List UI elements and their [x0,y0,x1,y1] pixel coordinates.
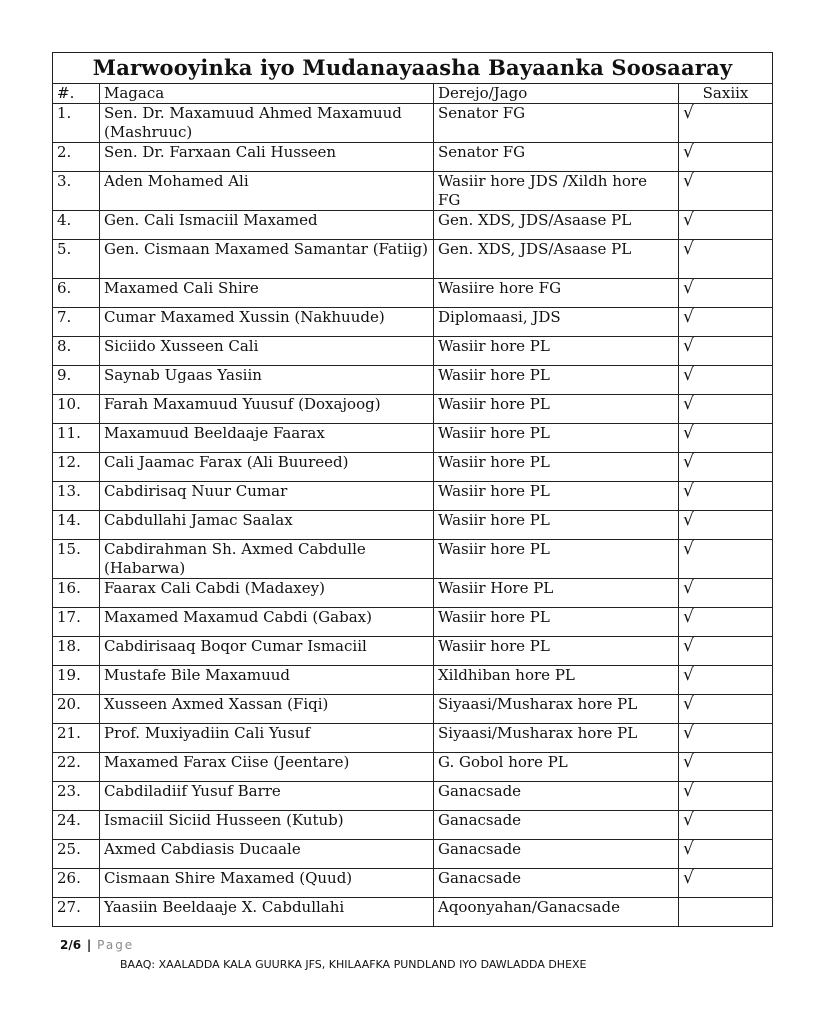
row-number: 24. [53,811,100,840]
check-mark-icon: √ [683,607,694,627]
check-mark-icon: √ [683,810,694,830]
row-name: Cabdirisaaq Boqor Cumar Ismaciil [100,637,434,666]
row-signature [679,724,773,753]
row-signature [679,337,773,366]
row-role: Wasiir hore PL [434,540,679,579]
table-row [53,172,773,211]
row-number: 11. [53,424,100,453]
row-signature [679,869,773,898]
row-name: Gen. Cismaan Maxamed Samantar (Fatiig) [100,240,434,279]
table-row [53,453,773,482]
row-signature [679,308,773,337]
row-number: 1. [53,104,100,143]
row-role: Siyaasi/Musharax hore PL [434,695,679,724]
row-role: Ganacsade [434,840,679,869]
row-number: 17. [53,608,100,637]
check-mark-icon: √ [683,839,694,859]
page-separator: | [86,938,92,952]
table-row [53,782,773,811]
row-role: Wasiir hore PL [434,482,679,511]
table-row [53,511,773,540]
row-number: 23. [53,782,100,811]
row-role: Wasiir Hore PL [434,579,679,608]
row-role: Ganacsade [434,869,679,898]
table-title: Marwooyinka iyo Mudanayaasha Bayaanka Soosaaray [53,53,773,84]
check-mark-icon: √ [683,307,694,327]
check-mark-icon: √ [683,278,694,298]
row-number: 18. [53,637,100,666]
row-signature [679,143,773,172]
row-number: 13. [53,482,100,511]
row-number: 27. [53,898,100,927]
row-name: Cali Jaamac Farax (Ali Buureed) [100,453,434,482]
row-signature [679,579,773,608]
table-row [53,753,773,782]
row-name: Prof. Muxiyadiin Cali Yusuf [100,724,434,753]
row-name: Yaasiin Beeldaaje X. Cabdullahi [100,898,434,927]
table-row [53,869,773,898]
header-signature: Saxiix [679,84,773,104]
check-mark-icon: √ [683,694,694,714]
row-name: Sen. Dr. Farxaan Cali Husseen [100,143,434,172]
table-row [53,482,773,511]
check-mark-icon: √ [683,452,694,472]
check-mark-icon: √ [683,539,694,559]
row-role: Wasiir hore PL [434,424,679,453]
table-row [53,366,773,395]
row-name: Maxamuud Beeldaaje Faarax [100,424,434,453]
table-row [53,104,773,143]
page-label: Page [97,938,135,952]
row-signature [679,172,773,211]
row-number: 8. [53,337,100,366]
row-signature [679,482,773,511]
check-mark-icon: √ [683,142,694,162]
table-row [53,279,773,308]
check-mark-icon: √ [683,781,694,801]
header-role: Derejo/Jago [434,84,679,104]
row-signature [679,211,773,240]
table-row [53,337,773,366]
row-number: 12. [53,453,100,482]
row-signature [679,840,773,869]
signatories-table [52,52,773,927]
row-role: Wasiir hore PL [434,511,679,540]
row-signature [679,240,773,279]
row-role: Wasiir hore PL [434,637,679,666]
check-mark-icon: √ [683,481,694,501]
row-name: Cabdirisaq Nuur Cumar [100,482,434,511]
header-number: #. [53,84,100,104]
header-name: Magaca [100,84,434,104]
row-number: 15. [53,540,100,579]
table-row [53,211,773,240]
table-row [53,811,773,840]
table-body [53,104,773,927]
row-signature [679,608,773,637]
table-header-row [53,84,773,104]
row-name: Cabdiladiif Yusuf Barre [100,782,434,811]
row-signature [679,279,773,308]
row-signature [679,424,773,453]
row-role: Diplomaasi, JDS [434,308,679,337]
row-number: 14. [53,511,100,540]
row-name: Mustafe Bile Maxamuud [100,666,434,695]
row-role: Siyaasi/Musharax hore PL [434,724,679,753]
row-role: Ganacsade [434,811,679,840]
row-role: Wasiir hore PL [434,608,679,637]
row-number: 20. [53,695,100,724]
check-mark-icon: √ [683,210,694,230]
row-role: Ganacsade [434,782,679,811]
check-mark-icon: √ [683,239,694,259]
check-mark-icon: √ [683,510,694,530]
row-name: Maxamed Farax Ciise (Jeentare) [100,753,434,782]
row-number: 2. [53,143,100,172]
row-role: Senator FG [434,104,679,143]
row-role: Wasiir hore JDS /Xildh hore FG [434,172,679,211]
row-signature [679,753,773,782]
row-number: 19. [53,666,100,695]
table-row [53,143,773,172]
row-name: Siciido Xusseen Cali [100,337,434,366]
row-role: Wasiire hore FG [434,279,679,308]
check-mark-icon: √ [683,336,694,356]
row-signature [679,637,773,666]
page-indicator [60,938,134,952]
row-number: 22. [53,753,100,782]
row-signature [679,104,773,143]
row-signature [679,666,773,695]
row-name: Maxamed Cali Shire [100,279,434,308]
table-row [53,540,773,579]
check-mark-icon: √ [683,636,694,656]
table-row [53,840,773,869]
row-signature [679,898,773,927]
row-name: Cabdirahman Sh. Axmed Cabdulle (Habarwa) [100,540,434,579]
row-name: Farah Maxamuud Yuusuf (Doxajoog) [100,395,434,424]
table-row [53,695,773,724]
check-mark-icon: √ [683,103,694,123]
table-row [53,608,773,637]
check-mark-icon: √ [683,752,694,772]
row-signature [679,540,773,579]
row-signature [679,366,773,395]
check-mark-icon: √ [683,423,694,443]
row-name: Axmed Cabdiasis Ducaale [100,840,434,869]
row-signature [679,511,773,540]
row-number: 5. [53,240,100,279]
row-name: Maxamed Maxamud Cabdi (Gabax) [100,608,434,637]
row-name: Saynab Ugaas Yasiin [100,366,434,395]
table-row [53,424,773,453]
row-signature [679,395,773,424]
row-number: 9. [53,366,100,395]
row-signature [679,453,773,482]
table-row [53,395,773,424]
check-mark-icon: √ [683,394,694,414]
check-mark-icon: √ [683,365,694,385]
row-number: 26. [53,869,100,898]
row-name: Faarax Cali Cabdi (Madaxey) [100,579,434,608]
row-number: 6. [53,279,100,308]
row-role: Wasiir hore PL [434,395,679,424]
row-name: Xusseen Axmed Xassan (Fiqi) [100,695,434,724]
row-name: Aden Mohamed Ali [100,172,434,211]
table-row [53,579,773,608]
row-number: 3. [53,172,100,211]
row-role: G. Gobol hore PL [434,753,679,782]
row-number: 16. [53,579,100,608]
row-signature [679,695,773,724]
row-role: Wasiir hore PL [434,337,679,366]
row-name: Cismaan Shire Maxamed (Quud) [100,869,434,898]
row-role: Gen. XDS, JDS/Asaase PL [434,211,679,240]
row-role: Wasiir hore PL [434,453,679,482]
footer-note: BAAQ: XAALADDA KALA GUURKA JFS, KHILAAFKA PUNDLAND IYO DAWLADDA DHEXE [120,958,587,971]
check-mark-icon: √ [683,868,694,888]
document-page [52,52,772,927]
row-signature [679,811,773,840]
row-role: Wasiir hore PL [434,366,679,395]
row-name: Sen. Dr. Maxamuud Ahmed Maxamuud (Mashruuc) [100,104,434,143]
table-row [53,637,773,666]
row-name: Gen. Cali Ismaciil Maxamed [100,211,434,240]
row-role: Aqoonyahan/Ganacsade [434,898,679,927]
table-row [53,666,773,695]
row-name: Cumar Maxamed Xussin (Nakhuude) [100,308,434,337]
check-mark-icon: √ [683,723,694,743]
row-name: Ismaciil Siciid Husseen (Kutub) [100,811,434,840]
row-number: 4. [53,211,100,240]
table-row [53,898,773,927]
page-number: 2/6 [60,938,82,952]
table-row [53,240,773,279]
table-row [53,308,773,337]
row-number: 10. [53,395,100,424]
row-name: Cabdullahi Jamac Saalax [100,511,434,540]
row-role: Xildhiban hore PL [434,666,679,695]
row-number: 7. [53,308,100,337]
check-mark-icon: √ [683,171,694,191]
check-mark-icon: √ [683,665,694,685]
table-row [53,724,773,753]
row-signature [679,782,773,811]
check-mark-icon: √ [683,578,694,598]
row-role: Senator FG [434,143,679,172]
row-number: 21. [53,724,100,753]
row-number: 25. [53,840,100,869]
row-role: Gen. XDS, JDS/Asaase PL [434,240,679,279]
